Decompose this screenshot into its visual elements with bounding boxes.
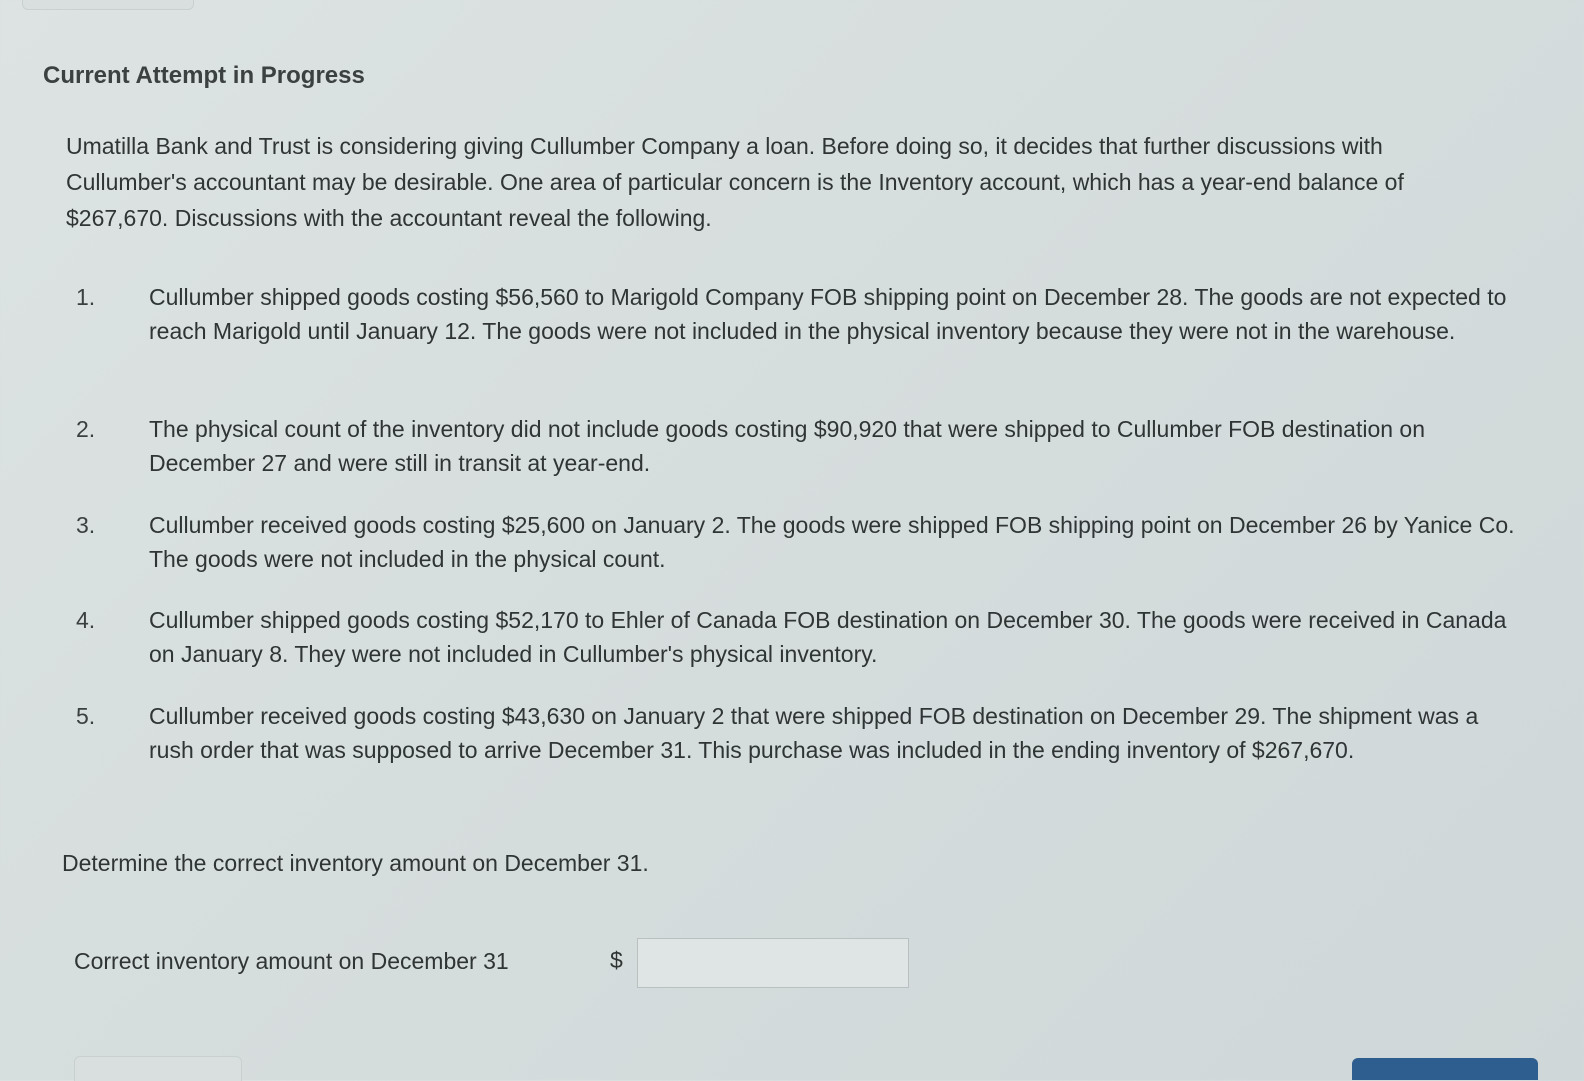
item-text: Cullumber shipped goods costing $56,560 to Marigold Company FOB shipping point on December 28. The goods are not expected to reach Marigold until January 12. The goods were not included in the physical inventory because they were not in the warehouse. [149,284,1507,344]
item-number: 1. [76,284,96,310]
answer-label: Correct inventory amount on December 31 [74,948,509,974]
inventory-amount-input[interactable] [637,938,909,988]
question-prompt: Determine the correct inventory amount on December 31. [62,850,649,876]
answer-row [74,938,974,990]
item-number: 4. [76,607,96,633]
top-tab[interactable] [22,0,194,10]
item-text: Cullumber received goods costing $25,600 on January 2. The goods were shipped FOB shipping point on December 26 by Yanice Co. The goods were not included in the physical count. [149,512,1515,572]
item-text: The physical count of the inventory did not include goods costing $90,920 that were shipped to Cullumber FOB destination on December 27 and were still in transit at year-end. [149,416,1426,476]
item-number: 3. [76,512,96,538]
item-number: 2. [76,416,96,442]
currency-symbol: $ [610,947,623,973]
problem-intro: Umatilla Bank and Trust is considering giving Cullumber Company a loan. Before doing so, it decides that further discussions with Cullumber's accountant may be desirable. One area of particular concern is the Inventory account, which has a year-end balance of $267,670. Discussions with the accountant reveal the following. [66,133,1404,231]
item-text: Cullumber received goods costing $43,630 on January 2 that were shipped FOB destination on December 29. The shipment was a rush order that was supposed to arrive December 31. This purchase was included in the ending inventory of $267,670. [149,703,1479,763]
item-number: 5. [76,703,96,729]
attempt-status-title: Current Attempt in Progress [43,62,365,89]
item-text: Cullumber shipped goods costing $52,170 to Ehler of Canada FOB destination on December 30. The goods were received in Canada on January 8. They were not included in Cullumber's physical inventory. [149,607,1507,667]
submit-button[interactable] [1352,1058,1538,1080]
bottom-left-button[interactable] [74,1056,242,1081]
